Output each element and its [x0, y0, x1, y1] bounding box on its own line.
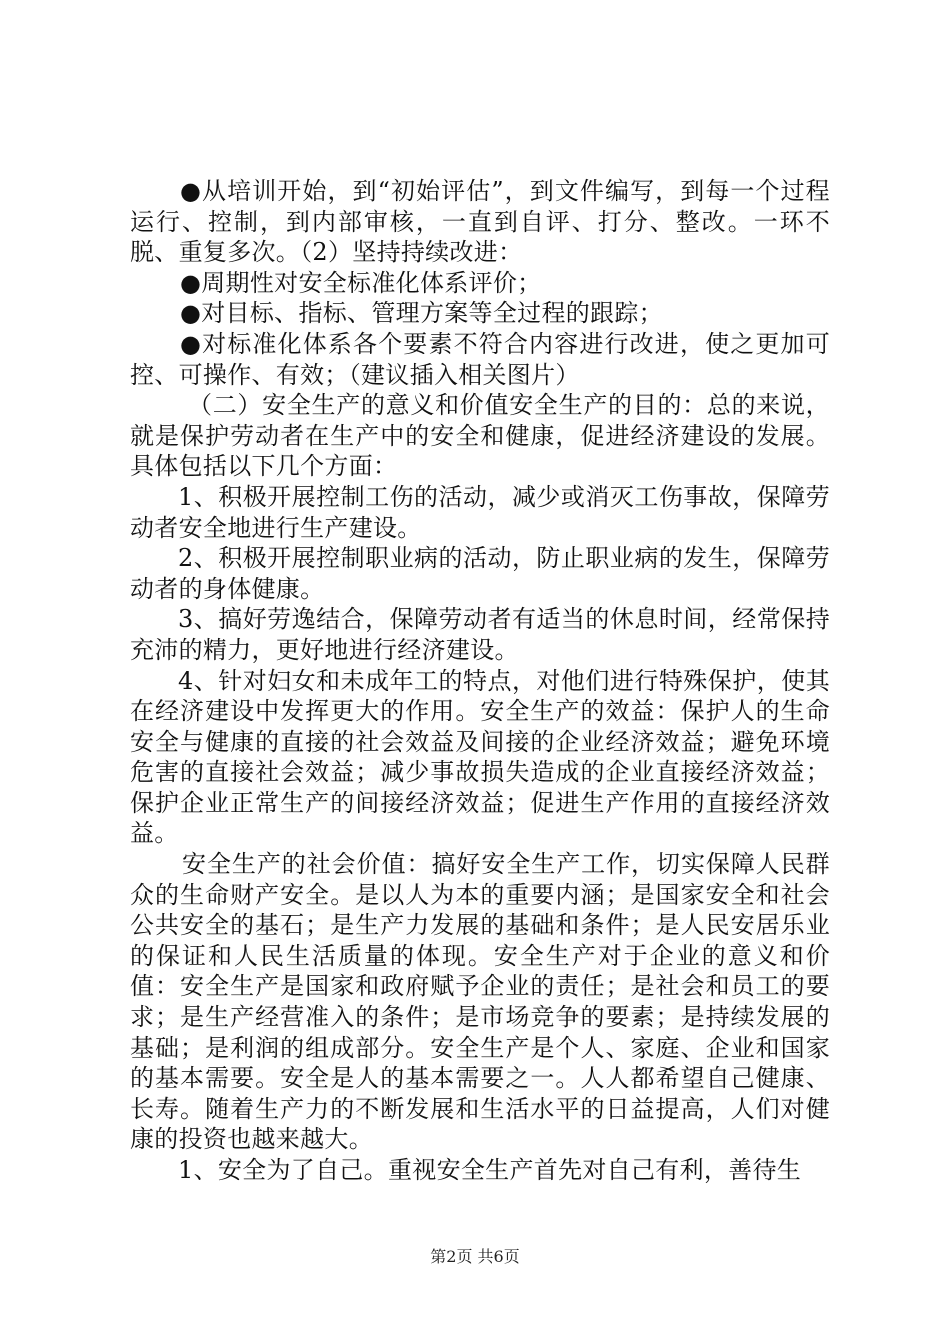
bullet-paragraph-improvement: ●对标准化体系各个要素不符合内容进行改进，使之更加可控、可操作、有效；（建议插入相关图片） — [130, 329, 830, 389]
bullet-paragraph-training: ●从培训开始，到“初始评估”，到文件编写，到每一个过程运行、控制，到内部审核，一直到自评、打分、整改。一环不脱、重复多次。（2）坚持持续改进： — [130, 177, 830, 267]
numbered-paragraph-3: 3、搞好劳逸结合，保障劳动者有适当的休息时间，经常保持充沛的精力，更好地进行经济建设。 — [130, 605, 830, 664]
page-number-label: 第2页 共6页 — [430, 1247, 520, 1266]
body-paragraph-social-value: 安全生产的社会价值：搞好安全生产工作，切实保障人民群众的生命财产安全。是以人为本的重要内涵；是国家安全和社会公共安全的基石；是生产力发展的基础和条件；是人民安居乐业的保证和人民生活质量的体现。安全生产对于企业的意义和价值：安全生产是国家和政府赋予企业的责任；是社会和员工的要求；是生产经营准入的条件；是市场竞争的要素；是持续发展的基础；是利润的组成部分。安全生产是个人、家庭、企业和国家的基本需要。安全是人的基本需要之一。人人都希望自己健康、长寿。随着生产力的不断发展和生活水平的日益提高，人们对健康的投资也越来越大。 — [130, 850, 830, 1154]
document-body — [130, 176, 830, 1186]
bullet-paragraph-periodic-evaluation: ●周期性对安全标准化体系评价； — [180, 268, 542, 297]
numbered-paragraph-2: 2、积极开展控制职业病的活动，防止职业病的发生，保障劳动者的身体健康。 — [130, 544, 830, 603]
bullet-paragraph-tracking: ●对目标、指标、管理方案等全过程的跟踪； — [180, 299, 663, 328]
section-heading-paragraph: （二）安全生产的意义和价值安全生产的目的：总的来说，就是保护劳动者在生产中的安全和健康，促进经济建设的发展。具体包括以下几个方面： — [130, 391, 830, 481]
numbered-paragraph-4: 4、针对妇女和未成年工的特点，对他们进行特殊保护，使其在经济建设中发挥更大的作用。安全生产的效益：保护人的生命安全与健康的直接的社会效益及间接的企业经济效益；避免环境危害的直接社会效益；减少事故损失造成的企业直接经济效益；保护企业正常生产的间接经济效益；促进生产作用的直接经济效益。 — [130, 666, 830, 848]
numbered-paragraph-safety-for-self: 1、安全为了自己。重视安全生产首先对自己有利，善待生 — [178, 1156, 802, 1184]
page-footer — [0, 1244, 950, 1267]
numbered-paragraph-1: 1、积极开展控制工伤的活动，减少或消灭工伤事故，保障劳动者安全地进行生产建设。 — [130, 482, 830, 542]
